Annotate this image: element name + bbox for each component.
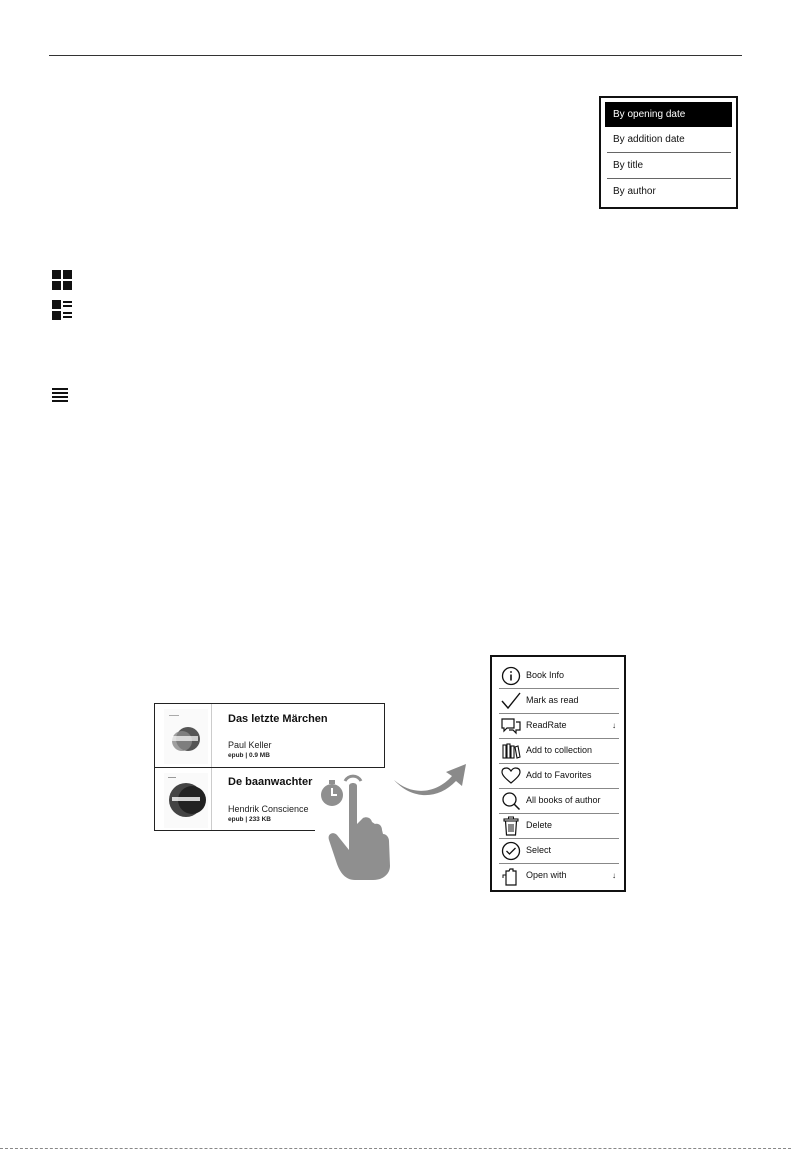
menu-item-readrate[interactable] [499, 713, 617, 738]
open-file-icon [501, 866, 521, 886]
sort-option-addition-date[interactable]: By addition date [613, 134, 685, 145]
long-press-hand-icon [315, 768, 395, 885]
list-detail-view-icon [52, 300, 72, 320]
header-rule [49, 55, 742, 56]
book-title: De baanwachter [228, 776, 313, 788]
info-icon [501, 666, 521, 686]
sort-option-title[interactable]: By title [613, 160, 644, 171]
menu-item-select[interactable] [499, 838, 617, 863]
menu-item-add-to-favorites[interactable] [499, 763, 617, 788]
page-bottom-rule [0, 1148, 791, 1149]
menu-item-label: Delete [526, 820, 553, 830]
curved-arrow-icon [392, 758, 472, 800]
sort-option-author[interactable]: By author [613, 186, 656, 197]
menu-item-all-books-of-author[interactable] [499, 788, 617, 813]
book-context-menu [490, 655, 626, 892]
book-row[interactable] [155, 704, 384, 767]
menu-item-add-to-collection[interactable] [499, 738, 617, 763]
speech-bubble-icon [501, 716, 521, 736]
heart-icon [501, 766, 521, 786]
check-circle-icon [501, 841, 521, 861]
book-file-info: epub | 233 KB [228, 816, 271, 823]
trash-icon [501, 816, 521, 836]
menu-item-label: ReadRate [526, 720, 567, 730]
menu-item-book-info[interactable] [499, 663, 617, 688]
bookshelf-icon [501, 741, 521, 761]
tile-view-icon [52, 270, 72, 290]
search-icon [501, 791, 521, 811]
book-title: Das letzte Märchen [228, 713, 328, 725]
menu-item-label: Select [526, 845, 552, 855]
menu-item-open-with[interactable] [499, 863, 617, 888]
book-author: Hendrik Conscience [228, 804, 309, 814]
book-cover [164, 709, 208, 764]
book-file-info: epub | 0.9 MB [228, 752, 270, 759]
sort-dropdown[interactable] [599, 96, 738, 209]
menu-item-label: Add to Favorites [526, 770, 592, 780]
book-author: Paul Keller [228, 740, 272, 750]
menu-item-label: Add to collection [526, 745, 593, 755]
menu-item-label: All books of author [526, 795, 601, 805]
menu-item-label: Book Info [526, 670, 565, 680]
list-view-icon [52, 388, 68, 403]
menu-item-label: Open with [526, 870, 567, 880]
menu-item-label: Mark as read [526, 695, 579, 705]
checkmark-icon [501, 691, 521, 711]
submenu-arrow-icon: ↓ [612, 871, 616, 880]
menu-item-delete[interactable] [499, 813, 617, 838]
menu-item-mark-as-read[interactable] [499, 688, 617, 713]
submenu-arrow-icon: ↓ [612, 721, 616, 730]
sort-option-opening-date[interactable]: By opening date [605, 102, 732, 127]
book-cover [164, 773, 208, 828]
